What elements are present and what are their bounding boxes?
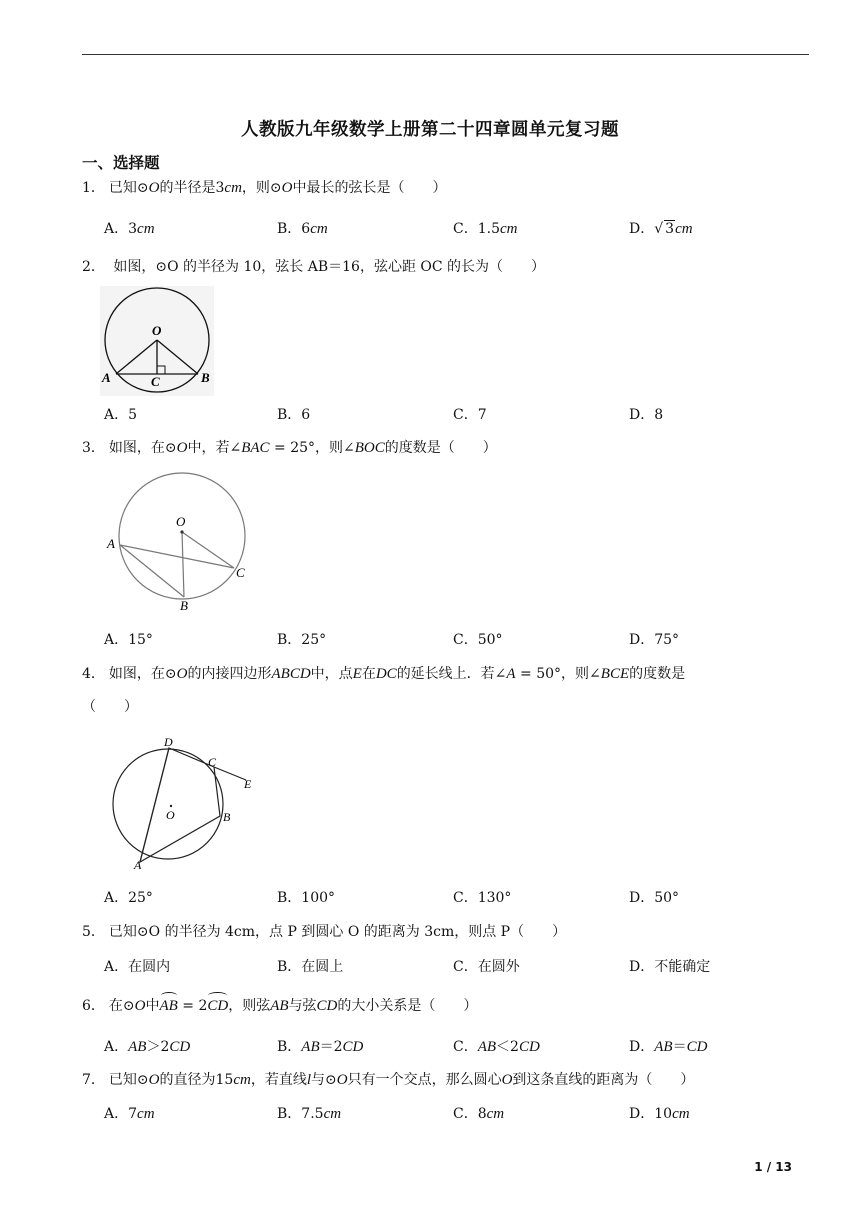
- math-var: DC: [375, 666, 397, 682]
- stem-text: 在: [361, 666, 376, 682]
- page-number: 1 / 13: [754, 1160, 792, 1174]
- stem-text: 如图，⊙O 的半径为 10，弦长 AB＝16，弦心距 OC 的长为（ ）: [108, 259, 546, 275]
- stem-text: ，若直线: [250, 1072, 307, 1088]
- stem-text: 已知⊙: [108, 1072, 149, 1088]
- math-var: l: [306, 1072, 311, 1088]
- stem-text: ，则弦: [228, 998, 271, 1014]
- stem-text: 与⊙: [311, 1072, 337, 1088]
- math-var: O: [176, 440, 188, 456]
- stem-text: 的度数是: [629, 666, 686, 682]
- question-5: [82, 921, 802, 943]
- question-number: 7．: [82, 1072, 105, 1088]
- stem-text: 的半径是3: [159, 180, 225, 196]
- question-7: [82, 1069, 802, 1091]
- option-b[interactable]: B．100°: [277, 890, 336, 906]
- option-b[interactable]: B．25°: [277, 632, 327, 648]
- circle-shape: [113, 749, 223, 859]
- math-var: A: [506, 666, 516, 682]
- math-var: cm: [233, 1072, 251, 1088]
- option-d[interactable]: D．8: [629, 407, 664, 423]
- math-var: E: [352, 666, 362, 682]
- stem-text: 中最长的弦长是（ ）: [292, 180, 447, 196]
- option-c[interactable]: C．130°: [453, 890, 512, 906]
- math-var: O: [176, 666, 188, 682]
- question-number: 3．: [82, 440, 105, 456]
- label-e: E: [244, 777, 252, 791]
- stem-text: 如图，在⊙: [108, 440, 177, 456]
- options-q4: [104, 887, 804, 909]
- option-b[interactable]: B．在圆上: [277, 959, 344, 975]
- math-var: O: [134, 998, 146, 1014]
- math-var: ABCD: [271, 666, 311, 682]
- math-var: BAC: [241, 440, 270, 456]
- label-o: O: [152, 323, 162, 338]
- option-b[interactable]: B．7.5cm: [277, 1106, 342, 1122]
- stem-text: 的度数是（ ）: [384, 440, 497, 456]
- question-4-cont: （ ）: [82, 699, 138, 715]
- math-var: AB: [270, 998, 289, 1014]
- options-q5: [104, 956, 804, 978]
- label-a: A: [102, 370, 111, 385]
- figure-q3: [100, 464, 260, 616]
- question-4: [82, 663, 802, 685]
- option-a[interactable]: A．7cm: [104, 1106, 155, 1122]
- stem-text: 的延长线上．若∠: [396, 666, 507, 682]
- header-rule: [82, 54, 809, 55]
- option-c[interactable]: C．7: [453, 407, 487, 423]
- figure-q2: [100, 286, 214, 396]
- stem-text: ，则⊙: [241, 180, 282, 196]
- question-6: [82, 995, 802, 1017]
- stem-text: = 25°，则∠: [269, 440, 355, 456]
- stem-text: 到这条直线的距离为（ ）: [512, 1072, 695, 1088]
- stem-text: 的大小关系是（ ）: [337, 998, 478, 1014]
- option-c[interactable]: C．1.5cm: [453, 221, 518, 237]
- question-number: 4．: [82, 666, 105, 682]
- option-c[interactable]: C．8cm: [453, 1106, 505, 1122]
- math-var: O: [148, 180, 160, 196]
- question-3: [82, 437, 802, 459]
- math-var: BOC: [354, 440, 385, 456]
- label-c: C: [236, 565, 245, 580]
- option-b[interactable]: B．AB＝2CD: [277, 1039, 364, 1055]
- page-title: 人教版九年级数学上册第二十四章圆单元复习题: [241, 120, 619, 140]
- option-d[interactable]: D．10cm: [629, 1106, 690, 1122]
- option-a[interactable]: A．3cm: [104, 221, 155, 237]
- option-a[interactable]: A．5: [104, 407, 138, 423]
- options-q3: [104, 629, 804, 651]
- option-d[interactable]: D．50°: [629, 890, 680, 906]
- option-d[interactable]: D．√ 3cm: [629, 221, 693, 237]
- question-number: 5．: [82, 924, 105, 940]
- option-a[interactable]: A．15°: [104, 632, 153, 648]
- label-a: A: [134, 858, 142, 872]
- stem-text: 的直径为15: [159, 1072, 234, 1088]
- stem-text: 与弦: [288, 998, 317, 1014]
- stem-text: 中，若∠: [187, 440, 242, 456]
- options-q7: [104, 1103, 804, 1125]
- stem-text: 中: [145, 998, 160, 1014]
- arc-ab: AB: [160, 995, 178, 1017]
- option-a[interactable]: A．在圆内: [104, 959, 171, 975]
- label-a: A: [107, 536, 115, 551]
- math-var: cm: [224, 180, 242, 196]
- math-var: O: [336, 1072, 348, 1088]
- option-c[interactable]: C．AB＜2CD: [453, 1039, 540, 1055]
- section-heading: 一、选择题: [82, 154, 160, 172]
- question-number: 1．: [82, 180, 105, 196]
- math-var: O: [148, 1072, 160, 1088]
- label-b: B: [180, 598, 188, 613]
- stem-text: 只有一个交点，那么圆心: [347, 1072, 502, 1088]
- option-c[interactable]: C．在圆外: [453, 959, 520, 975]
- option-b[interactable]: B．6: [277, 407, 311, 423]
- stem-text: 在⊙: [108, 998, 135, 1014]
- label-o: O: [176, 514, 186, 529]
- question-number: 6．: [82, 998, 105, 1014]
- label-c: C: [151, 374, 160, 389]
- question-number: 2．: [82, 259, 105, 275]
- option-a[interactable]: A．AB＞2CD: [104, 1039, 191, 1055]
- label-d: D: [164, 735, 173, 749]
- option-b[interactable]: B．6cm: [277, 221, 328, 237]
- stem-text: = 50°，则∠: [515, 666, 601, 682]
- label-b: B: [201, 370, 210, 385]
- figure-q4: [104, 734, 264, 872]
- label-o: O: [166, 808, 175, 822]
- stem-text: 中，点: [310, 666, 353, 682]
- option-c[interactable]: C．50°: [453, 632, 503, 648]
- label-b: B: [223, 810, 231, 824]
- arc-cd: CD: [207, 995, 228, 1017]
- stem-text: 如图，在⊙: [108, 666, 177, 682]
- math-var: O: [281, 180, 293, 196]
- stem-text: = 2: [177, 998, 208, 1014]
- stem-text: 的内接四边形: [187, 666, 272, 682]
- options-q1: [104, 218, 804, 240]
- stem-text: 已知⊙O 的半径为 4cm，点 P 到圆心 O 的距离为 3cm，则点 P（ ）: [108, 924, 567, 940]
- stem-text: 已知⊙: [108, 180, 149, 196]
- option-d[interactable]: D．AB＝CD: [629, 1039, 708, 1055]
- math-var: BCE: [600, 666, 630, 682]
- option-d[interactable]: D．75°: [629, 632, 680, 648]
- label-c: C: [208, 755, 217, 769]
- options-q6: [104, 1036, 804, 1058]
- option-d[interactable]: D．不能确定: [629, 959, 711, 975]
- question-2: [82, 256, 802, 278]
- option-a[interactable]: A．25°: [104, 890, 153, 906]
- question-1: [82, 177, 802, 199]
- math-var: CD: [316, 998, 338, 1014]
- options-q2: [104, 404, 804, 426]
- math-var: O: [501, 1072, 513, 1088]
